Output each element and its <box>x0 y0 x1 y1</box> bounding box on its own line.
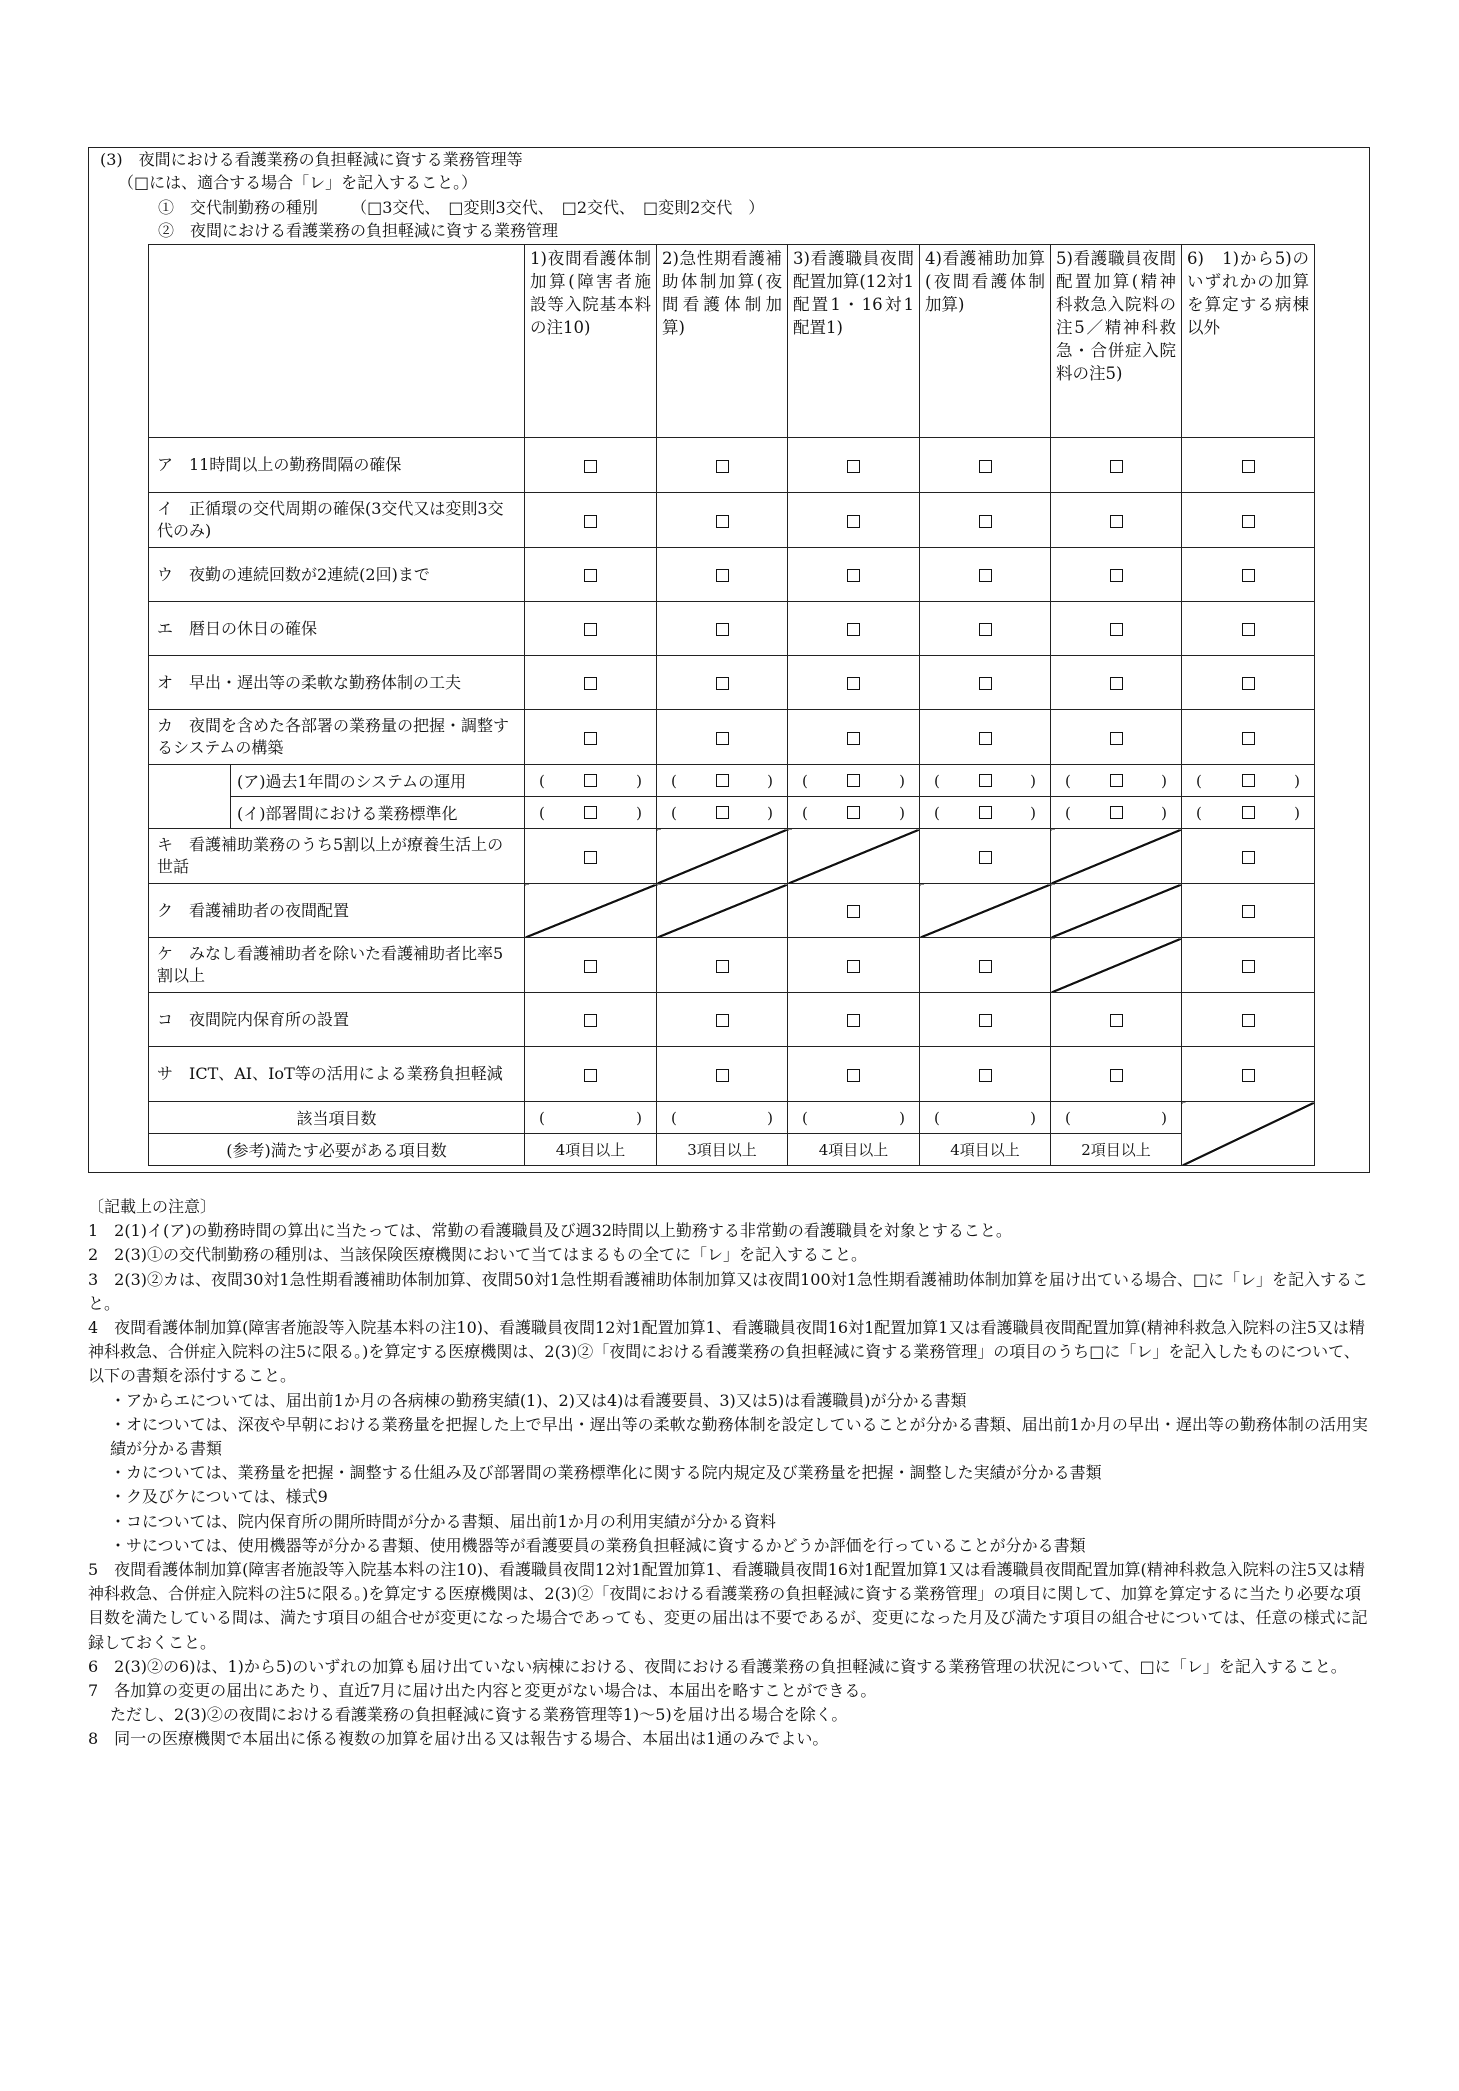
checkbox[interactable] <box>979 569 992 582</box>
item2-label: ② 夜間における看護業務の負担軽減に資する業務管理 <box>158 221 559 240</box>
checkbox[interactable] <box>1242 905 1255 918</box>
checkbox[interactable] <box>1242 851 1255 864</box>
note-3: 3 2(3)②カは、夜間30対1急性期看護補助体制加算、夜間50対1急性期看護補助体制加算又は夜間100対1急性期看護補助体制加算を届け出ている場合、□に「レ」を記入すること。 <box>88 1269 1368 1313</box>
checkbox[interactable] <box>1110 515 1123 528</box>
paren-checkbox[interactable]: ( ) <box>671 771 773 790</box>
row-label-ko: コ 夜間院内保育所の設置 <box>149 993 525 1047</box>
checkbox[interactable] <box>1110 677 1123 690</box>
checkbox[interactable] <box>847 1014 860 1027</box>
note-8: 8 同一の医療機関で本届出に係る複数の加算を届け出る又は報告する場合、本届出は1通のみでよい。 <box>88 1729 829 1749</box>
checkbox[interactable] <box>716 460 729 473</box>
checkbox[interactable] <box>847 1069 860 1082</box>
checkbox[interactable] <box>979 851 992 864</box>
row-label-ka: カ 夜間を含めた各部署の業務量の把握・調整するシステムの構築 <box>149 710 525 765</box>
checkbox[interactable] <box>1242 515 1255 528</box>
row-label-ku: ク 看護補助者の夜間配置 <box>149 884 525 938</box>
paren-checkbox[interactable]: ( ) <box>1065 803 1167 822</box>
checkbox[interactable] <box>1110 732 1123 745</box>
checkbox[interactable] <box>584 1014 597 1027</box>
col-header-1: 1)夜間看護体制加算(障害者施設等入院基本料の注10) <box>525 245 657 438</box>
checkbox[interactable] <box>584 732 597 745</box>
checkbox[interactable] <box>584 460 597 473</box>
required-count: 3項目以上 <box>657 1134 788 1166</box>
col-header-6: 6) 1)から5)のいずれかの加算を算定する病棟以外 <box>1182 245 1315 438</box>
row-label-ka2: (イ)部署間における業務標準化 <box>231 797 525 829</box>
hatched-cell <box>657 884 788 938</box>
note-4c: ・カについては、業務量を把握・調整する仕組み及び部署間の業務標準化に関する院内規定及び業務量を把握・調整した実績が分かる書類 <box>110 1463 1102 1483</box>
checkbox[interactable] <box>1242 732 1255 745</box>
required-count: 2項目以上 <box>1051 1134 1182 1166</box>
checkbox[interactable] <box>584 569 597 582</box>
checkbox[interactable] <box>979 1014 992 1027</box>
checkbox[interactable] <box>716 732 729 745</box>
checkbox[interactable] <box>1110 1014 1123 1027</box>
checkbox[interactable] <box>979 515 992 528</box>
header-blank <box>149 245 525 438</box>
checkbox[interactable] <box>979 623 992 636</box>
row-label-e: エ 暦日の休日の確保 <box>149 602 525 656</box>
checkbox[interactable] <box>716 1069 729 1082</box>
note-5: 5 夜間看護体制加算(障害者施設等入院基本料の注10)、看護職員夜間12対1配置加算1、看護職員夜間16対1配置加算1又は看護職員夜間配置加算(精神科救急入院料の注5又は精神科救急、合併症入院料の注5に限る。)を算定する医療機関は、2(3)②「夜間における看護業務の負担軽減に資する業務管理」の項目に関して、加算を算定するに当たり必要な項目数を満たしている間は、満たす項目の組合せが変更になった場合であっても、変更の届出は不要であるが、変更になった月及び満たす項目の組合せについては、任意の様式に記録しておくこと。 <box>88 1560 1368 1652</box>
checkbox[interactable] <box>1242 1014 1255 1027</box>
col-header-2: 2)急性期看護補助体制加算(夜間看護体制加算) <box>657 245 788 438</box>
checkbox[interactable] <box>716 960 729 973</box>
note-7b: ただし、2(3)②の夜間における看護業務の負担軽減に資する業務管理等1)～5)を届け出る場合を除く。 <box>110 1705 848 1725</box>
checkbox[interactable] <box>979 1069 992 1082</box>
checkbox[interactable] <box>584 677 597 690</box>
paren-checkbox[interactable]: ( ) <box>1196 771 1300 790</box>
hatched-cell <box>1051 829 1182 884</box>
row-label-ka1: (ア)過去1年間のシステムの運用 <box>231 765 525 797</box>
indent-cell <box>149 765 231 829</box>
note-2: 2 2(3)①の交代制勤務の種別は、当該保険医療機関において当てはまるもの全てに「レ」を記入すること。 <box>88 1245 868 1265</box>
checkbox[interactable] <box>979 677 992 690</box>
note-4: 4 夜間看護体制加算(障害者施設等入院基本料の注10)、看護職員夜間12対1配置加算1、看護職員夜間16対1配置加算1又は看護職員夜間配置加算(精神科救急入院料の注5又は精神科救急、合併症入院料の注5に限る。)を算定する医療機関は、2(3)②「夜間における看護業務の負担軽減に資する業務管理」の項目のうち□に「レ」を記入したものについて、以下の書類を添付すること。 <box>88 1318 1365 1386</box>
checkbox[interactable] <box>716 569 729 582</box>
checkbox[interactable] <box>1242 677 1255 690</box>
checkbox[interactable] <box>847 515 860 528</box>
paren-checkbox[interactable]: ( ) <box>934 771 1036 790</box>
row-label-u: ウ 夜勤の連続回数が2連続(2回)まで <box>149 548 525 602</box>
row-label-i: イ 正循環の交代周期の確保(3交代又は変則3交代のみ) <box>149 493 525 548</box>
col-header-3: 3)看護職員夜間配置加算(12対1配置1・16対1配置1) <box>788 245 920 438</box>
hatched-cell <box>1051 884 1182 938</box>
checkbox[interactable] <box>979 732 992 745</box>
note-1: 1 2(1)イ(ア)の勤務時間の算出に当たっては、常勤の看護職員及び週32時間以上勤務する非常勤の看護職員を対象とすること。 <box>88 1221 1012 1241</box>
count-field[interactable]: ( ) <box>671 1108 773 1127</box>
checkbox[interactable] <box>847 569 860 582</box>
note-4a: ・アからエについては、届出前1か月の各病棟の勤務実績(1)、2)又は4)は看護要員、3)又は5)は看護職員)が分かる書類 <box>110 1390 967 1410</box>
section-title: (3) 夜間における看護業務の負担軽減に資する業務管理等 <box>100 150 523 169</box>
row-label-sa: サ ICT、AI、IoT等の活用による業務負担軽減 <box>149 1047 525 1102</box>
hatched-cell <box>788 829 920 884</box>
paren-checkbox[interactable]: ( ) <box>934 803 1036 822</box>
checkbox[interactable] <box>847 623 860 636</box>
row-label-a: ア 11時間以上の勤務間隔の確保 <box>149 438 525 493</box>
checkbox[interactable] <box>1242 460 1255 473</box>
notes-heading: 〔記載上の注意〕 <box>88 1197 217 1216</box>
paren-checkbox[interactable]: ( ) <box>539 771 642 790</box>
instruction-text: （□には、適合する場合「レ」を記入すること。） <box>118 173 478 192</box>
paren-checkbox[interactable]: ( ) <box>671 803 773 822</box>
shift-type-row <box>158 198 764 218</box>
row-label-ki: キ 看護補助業務のうち5割以上が療養生活上の世話 <box>149 829 525 884</box>
checkbox[interactable] <box>847 905 860 918</box>
checkbox[interactable] <box>584 623 597 636</box>
checkbox[interactable] <box>1110 623 1123 636</box>
checkbox[interactable] <box>847 460 860 473</box>
checkbox[interactable] <box>584 960 597 973</box>
checkbox[interactable] <box>1110 569 1123 582</box>
required-count: 4項目以上 <box>525 1134 657 1166</box>
required-label: (参考)満たす必要がある項目数 <box>149 1134 525 1166</box>
required-count: 4項目以上 <box>788 1134 920 1166</box>
paren-checkbox[interactable]: ( ) <box>1065 771 1167 790</box>
hatched-cell <box>1051 938 1182 993</box>
hatched-cell <box>525 884 657 938</box>
checkbox[interactable] <box>584 851 597 864</box>
hatched-cell <box>1182 1102 1315 1166</box>
note-7: 7 各加算の変更の届出にあたり、直近7月に届け出た内容と変更がない場合は、本届出を略すことができる。 <box>88 1681 877 1701</box>
checkbox[interactable] <box>1242 1069 1255 1082</box>
note-4b: ・オについては、深夜や早朝における業務量を把握した上で早出・遅出等の柔軟な勤務体制を設定していることが分かる書類、届出前1か月の早出・遅出等の勤務体制の活用実績が分かる書類 <box>110 1414 1368 1459</box>
paren-checkbox[interactable]: ( ) <box>1196 803 1300 822</box>
checkbox[interactable] <box>979 460 992 473</box>
checkbox[interactable] <box>847 677 860 690</box>
row-label-o: オ 早出・遅出等の柔軟な勤務体制の工夫 <box>149 656 525 710</box>
checkbox[interactable] <box>584 1069 597 1082</box>
checkbox[interactable] <box>584 515 597 528</box>
col-header-5: 5)看護職員夜間配置加算(精神科救急入院料の注5／精神科救急・合併症入院料の注5) <box>1051 245 1182 438</box>
checkbox[interactable] <box>716 677 729 690</box>
checkbox[interactable] <box>1110 1069 1123 1082</box>
shift-type-label: ① 交代制勤務の種別 <box>158 198 319 217</box>
shift-type-options[interactable]: （□3交代、 □変則3交代、 □2交代、 □変則2交代 ） <box>351 198 765 217</box>
count-field[interactable]: ( ) <box>802 1108 905 1127</box>
count-field[interactable]: ( ) <box>1065 1108 1167 1127</box>
management-table <box>148 244 1315 1166</box>
count-label: 該当項目数 <box>149 1102 525 1134</box>
count-field[interactable]: ( ) <box>539 1108 642 1127</box>
checkbox[interactable] <box>847 960 860 973</box>
checkbox[interactable] <box>716 515 729 528</box>
hatched-cell <box>920 884 1051 938</box>
note-4f: ・サについては、使用機器等が分かる書類、使用機器等が看護要員の業務負担軽減に資するかどうか評価を行っていることが分かる書類 <box>110 1535 1086 1555</box>
checkbox[interactable] <box>716 623 729 636</box>
note-4e: ・コについては、院内保育所の開所時間が分かる書類、届出前1か月の利用実績が分かる資料 <box>110 1511 776 1531</box>
col-header-4: 4)看護補助加算(夜間看護体制加算) <box>920 245 1051 438</box>
checkbox[interactable] <box>979 960 992 973</box>
checkbox[interactable] <box>847 732 860 745</box>
row-label-ke: ケ みなし看護補助者を除いた看護補助者比率5割以上 <box>149 938 525 993</box>
paren-checkbox[interactable]: ( ) <box>802 803 905 822</box>
note-6: 6 2(3)②の6)は、1)から5)のいずれの加算も届け出ていない病棟における、夜間における看護業務の負担軽減に資する業務管理の状況について、□に「レ」を記入すること。 <box>88 1656 1347 1676</box>
notes-section <box>88 1195 1370 1752</box>
checkbox[interactable] <box>1242 569 1255 582</box>
checkbox[interactable] <box>1242 623 1255 636</box>
required-count: 4項目以上 <box>920 1134 1051 1166</box>
paren-checkbox[interactable]: ( ) <box>539 803 642 822</box>
checkbox[interactable] <box>716 1014 729 1027</box>
hatched-cell <box>657 829 788 884</box>
note-4d: ・ク及びケについては、様式9 <box>110 1487 328 1507</box>
checkbox[interactable] <box>1110 460 1123 473</box>
paren-checkbox[interactable]: ( ) <box>802 771 905 790</box>
count-field[interactable]: ( ) <box>934 1108 1036 1127</box>
checkbox[interactable] <box>1242 960 1255 973</box>
